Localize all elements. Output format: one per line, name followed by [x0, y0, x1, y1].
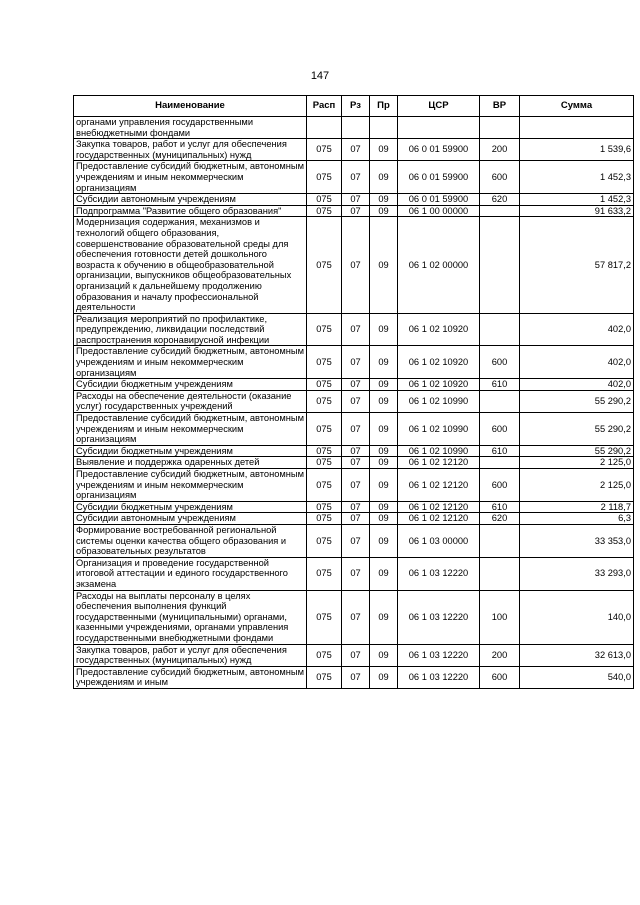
cell-pr: 09 — [370, 205, 398, 217]
cell-vr: 610 — [480, 379, 520, 391]
cell-vr — [480, 390, 520, 412]
header-rasp: Расп — [307, 96, 342, 117]
cell-rasp: 075 — [307, 161, 342, 194]
cell-sum: 140,0 — [520, 590, 634, 644]
table-row — [74, 644, 634, 666]
table-row — [74, 557, 634, 590]
table-row — [74, 161, 634, 194]
cell-sum: 540,0 — [520, 666, 634, 688]
cell-rasp: 075 — [307, 413, 342, 446]
cell-csr: 06 1 02 12120 — [398, 457, 480, 469]
cell-rasp: 075 — [307, 666, 342, 688]
cell-name: Закупка товаров, работ и услуг для обеспечения государственных (муниципальных) нужд — [74, 644, 307, 666]
cell-sum: 402,0 — [520, 346, 634, 379]
cell-csr: 06 0 01 59900 — [398, 194, 480, 206]
cell-sum: 32 613,0 — [520, 644, 634, 666]
table-row — [74, 457, 634, 469]
cell-csr: 06 1 02 12120 — [398, 513, 480, 525]
cell-csr: 06 1 03 12220 — [398, 557, 480, 590]
cell-rasp: 075 — [307, 194, 342, 206]
cell-pr: 09 — [370, 469, 398, 502]
cell-rz: 07 — [342, 557, 370, 590]
table-row — [74, 346, 634, 379]
cell-rz: 07 — [342, 513, 370, 525]
cell-csr: 06 1 02 10920 — [398, 346, 480, 379]
cell-pr — [370, 117, 398, 139]
cell-pr: 09 — [370, 457, 398, 469]
cell-name: Выявление и поддержка одаренных детей — [74, 457, 307, 469]
cell-rasp: 075 — [307, 390, 342, 412]
cell-name: Расходы на выплаты персоналу в целях обеспечения выполнения функций государственными (муниципальными) органами, казенными учреждениями, органами управления государственными внебюджетными фондами — [74, 590, 307, 644]
cell-name: Подпрограмма "Развитие общего образования" — [74, 205, 307, 217]
cell-rz — [342, 117, 370, 139]
cell-pr: 09 — [370, 139, 398, 161]
cell-sum: 33 353,0 — [520, 524, 634, 557]
cell-name: Субсидии бюджетным учреждениям — [74, 501, 307, 513]
table-body — [74, 117, 634, 689]
cell-rasp: 075 — [307, 139, 342, 161]
header-name: Наименование — [74, 96, 307, 117]
cell-csr: 06 0 01 59900 — [398, 161, 480, 194]
cell-pr: 09 — [370, 590, 398, 644]
cell-csr: 06 1 02 00000 — [398, 217, 480, 313]
page-number: 147 — [310, 70, 330, 82]
cell-csr: 06 1 03 00000 — [398, 524, 480, 557]
table-row — [74, 139, 634, 161]
table-header-row — [74, 96, 634, 117]
cell-pr: 09 — [370, 644, 398, 666]
cell-name: Предоставление субсидий бюджетным, автономным учреждениям и иным некоммерческим организациям — [74, 413, 307, 446]
cell-rz: 07 — [342, 346, 370, 379]
cell-pr: 09 — [370, 666, 398, 688]
cell-csr: 06 1 03 12220 — [398, 666, 480, 688]
header-sum: Сумма — [520, 96, 634, 117]
cell-rz: 07 — [342, 413, 370, 446]
cell-rasp: 075 — [307, 590, 342, 644]
cell-csr: 06 1 00 00000 — [398, 205, 480, 217]
cell-rasp: 075 — [307, 379, 342, 391]
cell-name: Закупка товаров, работ и услуг для обеспечения государственных (муниципальных) нужд — [74, 139, 307, 161]
cell-rz: 07 — [342, 313, 370, 346]
cell-vr: 200 — [480, 139, 520, 161]
cell-vr: 600 — [480, 666, 520, 688]
cell-rasp — [307, 117, 342, 139]
table-row — [74, 205, 634, 217]
cell-rasp: 075 — [307, 557, 342, 590]
cell-sum: 1 539,6 — [520, 139, 634, 161]
cell-rasp: 075 — [307, 513, 342, 525]
cell-pr: 09 — [370, 413, 398, 446]
cell-rz: 07 — [342, 390, 370, 412]
cell-rz: 07 — [342, 205, 370, 217]
table-row — [74, 501, 634, 513]
cell-rz: 07 — [342, 217, 370, 313]
cell-sum: 91 633,2 — [520, 205, 634, 217]
table-row — [74, 117, 634, 139]
cell-name: Расходы на обеспечение деятельности (оказание услуг) государственных учреждений — [74, 390, 307, 412]
cell-rz: 07 — [342, 501, 370, 513]
cell-rasp: 075 — [307, 205, 342, 217]
cell-pr: 09 — [370, 445, 398, 457]
table-row — [74, 390, 634, 412]
cell-pr: 09 — [370, 194, 398, 206]
cell-csr: 06 1 02 10990 — [398, 445, 480, 457]
cell-pr: 09 — [370, 161, 398, 194]
cell-vr: 600 — [480, 161, 520, 194]
cell-vr: 100 — [480, 590, 520, 644]
cell-rasp: 075 — [307, 644, 342, 666]
table-row — [74, 313, 634, 346]
cell-sum: 1 452,3 — [520, 194, 634, 206]
cell-pr: 09 — [370, 217, 398, 313]
cell-csr: 06 1 03 12220 — [398, 644, 480, 666]
cell-rasp: 075 — [307, 457, 342, 469]
table-row — [74, 469, 634, 502]
cell-name: Предоставление субсидий бюджетным, автономным учреждениям и иным некоммерческим организациям — [74, 469, 307, 502]
cell-rz: 07 — [342, 666, 370, 688]
cell-name: Субсидии автономным учреждениям — [74, 194, 307, 206]
cell-vr: 620 — [480, 513, 520, 525]
cell-name: Субсидии бюджетным учреждениям — [74, 379, 307, 391]
header-pr: Пр — [370, 96, 398, 117]
cell-sum — [520, 117, 634, 139]
cell-pr: 09 — [370, 513, 398, 525]
cell-pr: 09 — [370, 313, 398, 346]
cell-sum: 57 817,2 — [520, 217, 634, 313]
table-row — [74, 194, 634, 206]
cell-name: Формирование востребованной региональной системы оценки качества общего образования и образовательных результатов — [74, 524, 307, 557]
cell-vr — [480, 205, 520, 217]
cell-rz: 07 — [342, 161, 370, 194]
cell-sum: 2 118,7 — [520, 501, 634, 513]
cell-rasp: 075 — [307, 217, 342, 313]
header-rz: Рз — [342, 96, 370, 117]
header-csr: ЦСР — [398, 96, 480, 117]
cell-pr: 09 — [370, 501, 398, 513]
cell-sum: 2 125,0 — [520, 457, 634, 469]
cell-rasp: 075 — [307, 524, 342, 557]
cell-name: Модернизация содержания, механизмов и технологий общего образования, совершенствование образовательной среды для обеспечения готовности детей дошкольного возраста к обучению в общеобразовательной организации, выпускников общеобразовательных организаций к дальнейшему продолжению образования и началу профессиональной деятельности — [74, 217, 307, 313]
cell-name: Предоставление субсидий бюджетным, автономным учреждениям и иным некоммерческим организациям — [74, 161, 307, 194]
cell-sum: 55 290,2 — [520, 413, 634, 446]
cell-rz: 07 — [342, 457, 370, 469]
cell-sum: 1 452,3 — [520, 161, 634, 194]
cell-rasp: 075 — [307, 445, 342, 457]
cell-vr: 600 — [480, 469, 520, 502]
cell-vr — [480, 217, 520, 313]
cell-rasp: 075 — [307, 501, 342, 513]
cell-sum: 402,0 — [520, 379, 634, 391]
cell-name: Субсидии автономным учреждениям — [74, 513, 307, 525]
cell-csr: 06 1 03 12220 — [398, 590, 480, 644]
cell-name: Предоставление субсидий бюджетным, автономным учреждениям и иным некоммерческим организациям — [74, 346, 307, 379]
cell-vr: 600 — [480, 346, 520, 379]
cell-pr: 09 — [370, 557, 398, 590]
table-row — [74, 524, 634, 557]
table-row — [74, 590, 634, 644]
cell-rz: 07 — [342, 524, 370, 557]
cell-vr: 620 — [480, 194, 520, 206]
cell-vr — [480, 524, 520, 557]
cell-sum: 33 293,0 — [520, 557, 634, 590]
cell-csr: 06 0 01 59900 — [398, 139, 480, 161]
cell-name: Реализация мероприятий по профилактике, предупреждению, ликвидации последствий распространения коронавирусной инфекции — [74, 313, 307, 346]
header-vr: ВР — [480, 96, 520, 117]
cell-rz: 07 — [342, 194, 370, 206]
cell-vr — [480, 457, 520, 469]
cell-csr: 06 1 02 10920 — [398, 379, 480, 391]
cell-vr: 610 — [480, 445, 520, 457]
cell-pr: 09 — [370, 390, 398, 412]
cell-vr: 610 — [480, 501, 520, 513]
cell-vr: 200 — [480, 644, 520, 666]
cell-sum: 55 290,2 — [520, 390, 634, 412]
cell-sum: 55 290,2 — [520, 445, 634, 457]
table-row — [74, 413, 634, 446]
cell-rz: 07 — [342, 469, 370, 502]
cell-name: органами управления государственными внебюджетными фондами — [74, 117, 307, 139]
cell-csr: 06 1 02 12120 — [398, 469, 480, 502]
cell-pr: 09 — [370, 524, 398, 557]
table-row — [74, 217, 634, 313]
cell-rasp: 075 — [307, 469, 342, 502]
cell-csr: 06 1 02 10990 — [398, 413, 480, 446]
cell-name: Организация и проведение государственной итоговой аттестации и единого государственного экзамена — [74, 557, 307, 590]
cell-rz: 07 — [342, 644, 370, 666]
cell-vr — [480, 313, 520, 346]
cell-name: Субсидии бюджетным учреждениям — [74, 445, 307, 457]
table-row — [74, 513, 634, 525]
cell-pr: 09 — [370, 346, 398, 379]
cell-sum: 402,0 — [520, 313, 634, 346]
cell-csr: 06 1 02 10990 — [398, 390, 480, 412]
cell-sum: 6,3 — [520, 513, 634, 525]
cell-csr: 06 1 02 12120 — [398, 501, 480, 513]
table-row — [74, 379, 634, 391]
table-row — [74, 445, 634, 457]
cell-vr — [480, 117, 520, 139]
cell-sum: 2 125,0 — [520, 469, 634, 502]
cell-rz: 07 — [342, 139, 370, 161]
table-row — [74, 666, 634, 688]
cell-vr — [480, 557, 520, 590]
cell-vr: 600 — [480, 413, 520, 446]
cell-csr: 06 1 02 10920 — [398, 313, 480, 346]
cell-rz: 07 — [342, 379, 370, 391]
budget-table — [73, 95, 634, 689]
cell-rasp: 075 — [307, 346, 342, 379]
cell-csr — [398, 117, 480, 139]
cell-name: Предоставление субсидий бюджетным, автономным учреждениям и иным — [74, 666, 307, 688]
cell-rz: 07 — [342, 445, 370, 457]
cell-rasp: 075 — [307, 313, 342, 346]
cell-rz: 07 — [342, 590, 370, 644]
cell-pr: 09 — [370, 379, 398, 391]
